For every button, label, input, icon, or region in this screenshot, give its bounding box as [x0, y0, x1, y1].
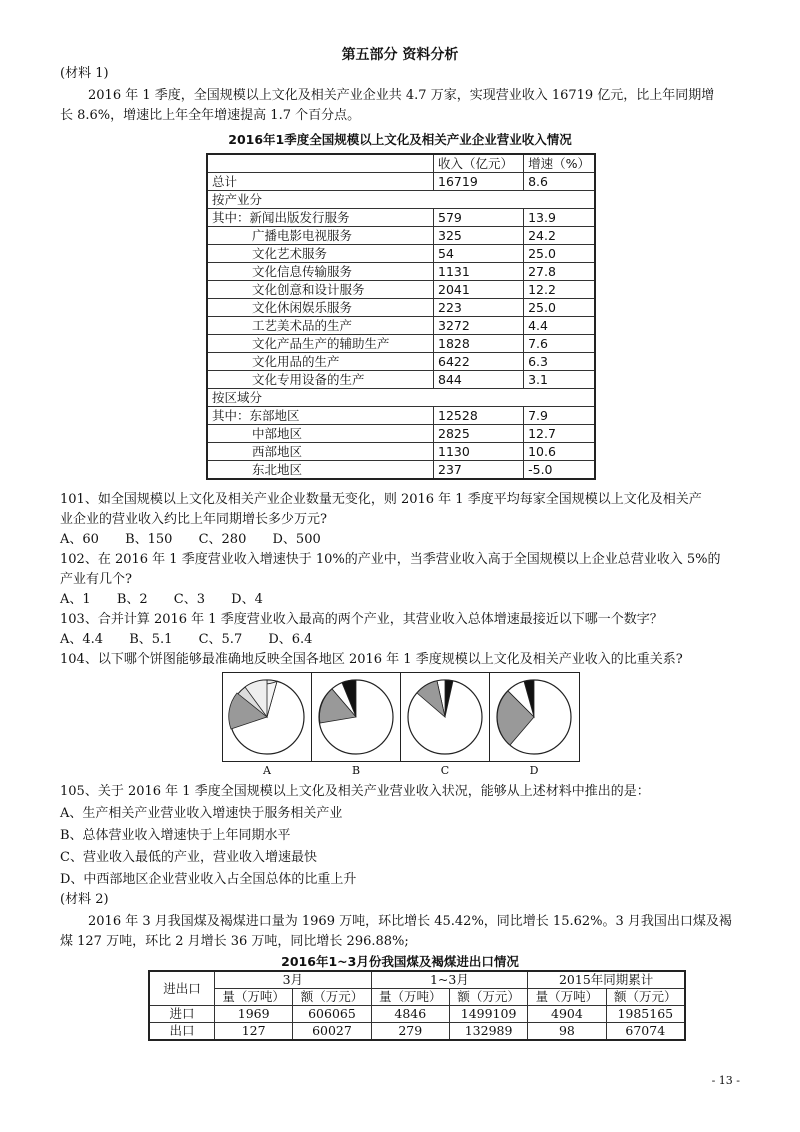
- table1-cell: 广播电影电视服务: [207, 227, 434, 245]
- q105-option-d[interactable]: D、中西部地区企业营业收入占全国总体的比重上升: [60, 872, 357, 887]
- table1-cell: 1130: [434, 443, 524, 461]
- table-row: [207, 227, 595, 245]
- q101-option-d[interactable]: D、500: [272, 532, 321, 547]
- table-row: [149, 1006, 685, 1023]
- table1-title: 2016年1季度全国规模以上文化及相关产业企业营业收入情况: [228, 132, 572, 147]
- page-title: 第五部分 资料分析: [341, 47, 459, 63]
- material2-para-line1: 2016 年 3 月我国煤及褐煤进口量为 1969 万吨，环比增长 45.42%，同比增长 15.62%。3 月我国出口煤及褐: [88, 914, 732, 929]
- table2-group-2015: 2015年同期累计: [528, 971, 685, 989]
- q101-option-c[interactable]: C、280: [198, 532, 247, 547]
- table1-cell: 2041: [434, 281, 524, 299]
- material2-para-line2: 煤 127 万吨，环比 2 月增长 36 万吨，同比增长 296.88%;: [60, 934, 409, 949]
- table1-cell: 文化产品生产的辅助生产: [207, 335, 434, 353]
- table1-cell: 文化艺术服务: [207, 245, 434, 263]
- table2-cell: 4904: [528, 1006, 606, 1023]
- table2-group-mar: 3月: [215, 971, 372, 989]
- q104-line1: 104、以下哪个饼图能够最准确地反映全国各地区 2016 年 1 季度规模以上文化及相关产业收入的比重关系?: [60, 652, 683, 667]
- table1-cell: 文化信息传输服务: [207, 263, 434, 281]
- page-number: - 13 -: [711, 1074, 740, 1087]
- pie-d-graphic: [490, 673, 578, 761]
- table1-cell: 中部地区: [207, 425, 434, 443]
- pie-option-a[interactable]: [223, 673, 312, 761]
- table2-cell: 98: [528, 1023, 606, 1041]
- material1-para-line1: 2016 年 1 季度，全国规模以上文化及相关产业企业共 4.7 万家，实现营业收入 16719 亿元，比上年同期增: [88, 88, 715, 103]
- table-row: [207, 443, 595, 461]
- q103-option-c[interactable]: C、5.7: [198, 632, 243, 647]
- table1-cell: 844: [434, 371, 524, 389]
- table-row: [207, 389, 595, 407]
- q101-option-b[interactable]: B、150: [125, 532, 173, 547]
- table1-cell: 1131: [434, 263, 524, 281]
- table-row: [207, 191, 595, 209]
- q103-line1: 103、合并计算 2016 年 1 季度营业收入最高的两个产业，其营业收入总体增速最接近以下哪一个数字？: [60, 612, 663, 627]
- pie-option-b[interactable]: [312, 673, 401, 761]
- table-row: [207, 353, 595, 371]
- q103-option-b[interactable]: B、5.1: [129, 632, 173, 647]
- table1-cell: 1828: [434, 335, 524, 353]
- pie-label-b: B: [351, 764, 361, 777]
- table2-cell: 606065: [293, 1006, 371, 1023]
- table1-cell: 4.4: [524, 317, 595, 335]
- pie-option-d[interactable]: [490, 673, 578, 761]
- table1-cell: 325: [434, 227, 524, 245]
- table-row: [207, 173, 595, 191]
- q105-option-c[interactable]: C、营业收入最低的产业，营业收入增速最快: [60, 850, 317, 865]
- table1-cell: 237: [434, 461, 524, 480]
- table1-cell: 收入（亿元）: [434, 154, 524, 173]
- table-row: [149, 1023, 685, 1041]
- table2-subheader: 量（万吨）: [371, 989, 449, 1006]
- table1-cell: 6422: [434, 353, 524, 371]
- table1-cell: 总计: [207, 173, 434, 191]
- q102-option-b[interactable]: B、2: [116, 592, 148, 607]
- table1-cell: 579: [434, 209, 524, 227]
- pie-label-d: D: [529, 764, 539, 777]
- q105-option-b[interactable]: B、总体营业收入增速快于上年同期水平: [60, 828, 291, 843]
- q102-line1: 102、在 2016 年 1 季度营业收入增速快于 10%的产业中，当季营业收入高于全国规模以上企业总营业收入 5%的: [60, 552, 721, 567]
- q102-option-a[interactable]: A、1: [60, 592, 91, 607]
- table2-subheader: 量（万吨）: [215, 989, 293, 1006]
- table1-cell: 12.7: [524, 425, 595, 443]
- pie-label-a: A: [263, 764, 271, 777]
- table1-cell: -5.0: [524, 461, 595, 480]
- pie-a-graphic: [223, 673, 311, 761]
- table1-cell: 3.1: [524, 371, 595, 389]
- table2-subheader: 额（万元）: [293, 989, 371, 1006]
- table2-cell: 1969: [215, 1006, 293, 1023]
- q101-line1: 101、如全国规模以上文化及相关产业企业数量无变化，则 2016 年 1 季度平均每家全国规模以上文化及相关产: [60, 492, 702, 507]
- table1: [206, 153, 596, 480]
- table-row: [207, 263, 595, 281]
- table1-cell: 25.0: [524, 245, 595, 263]
- table2-cell: 1499109: [449, 1006, 527, 1023]
- pie-option-c[interactable]: [401, 673, 490, 761]
- table2-cell: 出口: [149, 1023, 215, 1041]
- table1-cell: 7.9: [524, 407, 595, 425]
- table2-subheader: 量（万吨）: [528, 989, 606, 1006]
- table1-cell: 文化专用设备的生产: [207, 371, 434, 389]
- table1-cell: 文化用品的生产: [207, 353, 434, 371]
- table1-cell: [207, 154, 434, 173]
- q102-options: [60, 590, 285, 610]
- table1-cell: 27.8: [524, 263, 595, 281]
- q102-option-d[interactable]: D、4: [231, 592, 263, 607]
- table1-cell: 其中：东部地区: [207, 407, 434, 425]
- table-row: [207, 317, 595, 335]
- table-row: [207, 299, 595, 317]
- table-row: [207, 335, 595, 353]
- q101-options: [60, 530, 343, 550]
- table1-cell: 13.9: [524, 209, 595, 227]
- table2-cell: 67074: [606, 1023, 685, 1041]
- table-row: [207, 371, 595, 389]
- table1-cell: 16719: [434, 173, 524, 191]
- table1-cell: 文化创意和设计服务: [207, 281, 434, 299]
- table1-cell: 7.6: [524, 335, 595, 353]
- table1-cell: 工艺美术品的生产: [207, 317, 434, 335]
- table2: [148, 970, 686, 1041]
- table1-cell: 文化休闲娱乐服务: [207, 299, 434, 317]
- table1-cell: 东北地区: [207, 461, 434, 480]
- material1-label: (材料 1): [60, 66, 109, 81]
- table1-cell: 按区域分: [207, 389, 595, 407]
- table2-subheader: 额（万元）: [449, 989, 527, 1006]
- table2-cell: 进口: [149, 1006, 215, 1023]
- q101-line2: 业企业的营业收入约比上年同期增长多少万元?: [60, 512, 327, 527]
- table-row: [207, 407, 595, 425]
- pie-b-graphic: [312, 673, 400, 761]
- table1-cell: 54: [434, 245, 524, 263]
- table1-cell: 223: [434, 299, 524, 317]
- table1-cell: 10.6: [524, 443, 595, 461]
- table1-cell: 增速（%）: [524, 154, 595, 173]
- table2-corner: 进出口: [149, 971, 215, 1006]
- table-row: [207, 425, 595, 443]
- pie-chart-options: [222, 672, 580, 762]
- table2-cell: 279: [371, 1023, 449, 1041]
- table2-cell: 1985165: [606, 1006, 685, 1023]
- table1-cell: 8.6: [524, 173, 595, 191]
- material1-para-line2: 长 8.6%，增速比上年全年增速提高 1.7 个百分点。: [60, 108, 361, 123]
- table1-cell: 6.3: [524, 353, 595, 371]
- table2-group-q1: 1~3月: [371, 971, 528, 989]
- table2-cell: 60027: [293, 1023, 371, 1041]
- table1-cell: 24.2: [524, 227, 595, 245]
- table1-cell: 西部地区: [207, 443, 434, 461]
- table-row: [207, 209, 595, 227]
- pie-label-c: C: [440, 764, 450, 777]
- q101-option-a[interactable]: A、60: [60, 532, 99, 547]
- table-row: [207, 461, 595, 480]
- pie-c-graphic: [401, 673, 489, 761]
- table2-subheader: 额（万元）: [606, 989, 685, 1006]
- table2-title: 2016年1~3月份我国煤及褐煤进出口情况: [281, 954, 519, 969]
- q105-option-a[interactable]: A、生产相关产业营业收入增速快于服务相关产业: [60, 806, 343, 821]
- table2-cell: 127: [215, 1023, 293, 1041]
- material2-label: (材料 2): [60, 892, 109, 907]
- table-row: [207, 281, 595, 299]
- table1-cell: 按产业分: [207, 191, 595, 209]
- q102-option-c[interactable]: C、3: [173, 592, 205, 607]
- q103-option-a[interactable]: A、4.4: [60, 632, 104, 647]
- q103-option-d[interactable]: D、6.4: [268, 632, 313, 647]
- table2-cell: 132989: [449, 1023, 527, 1041]
- table1-cell: 3272: [434, 317, 524, 335]
- table1-cell: 12528: [434, 407, 524, 425]
- q105-line1: 105、关于 2016 年 1 季度全国规模以上文化及相关产业营业收入状况，能够从上述材料中推出的是：: [60, 784, 650, 799]
- table1-cell: 其中：新闻出版发行服务: [207, 209, 434, 227]
- table-row: [207, 245, 595, 263]
- q103-options: [60, 630, 334, 650]
- table-row: [207, 154, 595, 173]
- table1-cell: 25.0: [524, 299, 595, 317]
- table1-cell: 12.2: [524, 281, 595, 299]
- q102-line2: 产业有几个?: [60, 572, 132, 587]
- table2-cell: 4846: [371, 1006, 449, 1023]
- table1-cell: 2825: [434, 425, 524, 443]
